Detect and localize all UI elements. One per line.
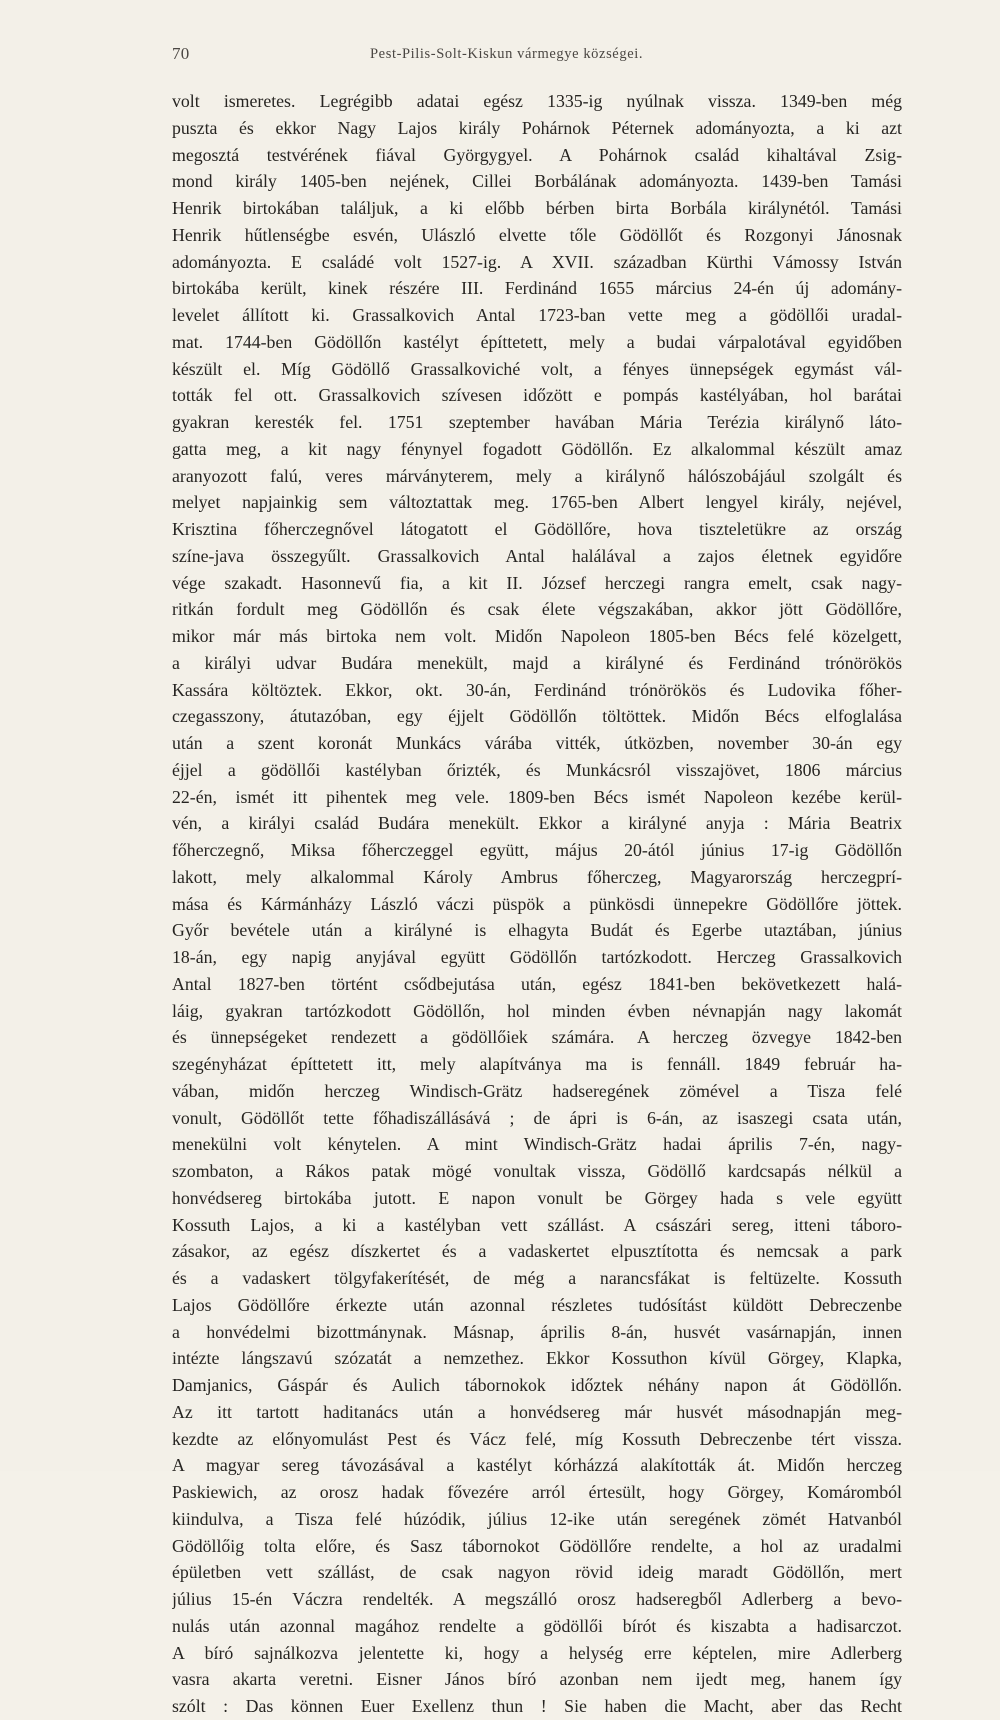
text-line: kiindulva, a Tisza felé húzódik, július 12-ike után seregének zömét Hatvanból (172, 1508, 902, 1529)
text-line: tották fel ott. Grassalkovich szívesen időzött e pompás kastélyában, hol barátai (172, 385, 902, 406)
text-line: levelet állított ki. Grassalkovich Antal 1723-ban vette meg a gödöllői uradal- (172, 305, 902, 325)
page-header (172, 44, 902, 68)
text-line: megosztá testvérének fiával Györgygyel. A Pohárnok család kihaltával Zsig- (172, 144, 902, 165)
text-line: mat. 1744-ben Gödöllőn kastélyt építtetett, mely a budai várpalotával egyidőben (172, 331, 902, 352)
text-line: puszta és ekkor Nagy Lajos király Pohárnok Péternek adományozta, a ki azt (172, 117, 902, 138)
text-line: 18-án, egy napig anyjával együtt Gödöllőn tartózkodott. Herczeg Grassalkovich (172, 947, 902, 967)
text-line: aranyozott falú, veres márványterem, mely a királynő hálószobájául szolgált és (172, 465, 902, 486)
text-line: vasra akarta veretni. Eisner János bíró azonban nem ijedt meg, hanem így (172, 1669, 902, 1690)
text-line: Henrik birtokában találjuk, a ki előbb bérben birta Borbála királynétól. Tamási (172, 198, 902, 218)
text-line: után a szent koronát Munkács várába vitték, útközben, november 30-án egy (172, 733, 902, 753)
text-line: Kassára költöztek. Ekkor, okt. 30-án, Ferdinánd trónörökös és Ludovika főher- (172, 679, 902, 700)
text-line: mikor már más birtoka nem volt. Midőn Napoleon 1805-ben Bécs felé közelgett, (172, 626, 902, 646)
text-line: Henrik hűtlenségbe esvén, Ulászló elvette tőle Gödöllőt és Rozgonyi Jánosnak (172, 224, 902, 245)
text-line: mond király 1405-ben nejének, Cillei Borbálának adományozta. 1439-ben Tamási (172, 171, 902, 192)
text-line: láig, gyakran tartózkodott Gödöllőn, hol minden évben névnapján nagy lakomát (172, 1000, 902, 1021)
text-line: nulás után azonnal magához rendelte a gödöllői bírót és kiszabta a hadisarczot. (172, 1615, 902, 1636)
text-line: gyakran keresték fel. 1751 szeptember havában Mária Terézia királynő láto- (172, 412, 902, 432)
text-line: menekülni volt kénytelen. A mint Windisch-Grätz hadai április 7-én, nagy- (172, 1134, 902, 1155)
text-line: épületben vett szállást, de csak nagyon rövid ideig maradt Gödöllőn, mert (172, 1562, 902, 1583)
text-line: birtokába került, kinek részére III. Ferdinánd 1655 március 24-én új adomány- (172, 278, 902, 299)
text-line: Paskiewich, az orosz hadak fővezére arról értesült, hogy Görgey, Komáromból (172, 1482, 902, 1502)
text-line: szólt : Das können Euer Exellenz thun ! Sie haben die Macht, aber das Recht (172, 1696, 902, 1716)
text-line: vén, a királyi család Budára menekült. Ekkor a királyné anyja : Mária Beatrix (172, 813, 902, 834)
text-line: czegasszony, átutazóban, egy éjjelt Gödöllőn töltöttek. Midőn Bécs elfoglalása (172, 706, 902, 727)
text-line: szombaton, a Rákos patak mögé vonultak vissza, Gödöllő kardcsapás nélkül a (172, 1161, 902, 1181)
text-line: vége szakadt. Hasonnevű fia, a kit II. József herczegi rangra emelt, csak nagy- (172, 572, 902, 593)
text-line: vában, midőn herczeg Windisch-Grätz hadseregének zömével a Tisza felé (172, 1080, 902, 1101)
text-line: adományozta. E családé volt 1527-ig. A XVII. században Kürthi Vámossy István (172, 251, 902, 272)
text-line: honvédsereg birtokába jutott. E napon vonult be Görgey hada s vele együtt (172, 1187, 902, 1208)
page-number: 70 (172, 44, 190, 63)
text-line: Kossuth Lajos, a ki a kastélyban vett szállást. A császári sereg, itteni táboro- (172, 1214, 902, 1235)
text-line: Gödöllőig tolta előre, és Sasz tábornokot Gödöllőre rendelte, a hol az uradalmi (172, 1535, 902, 1556)
text-line: A magyar sereg távozásával a kastélyt kórházzá alakították át. Midőn herczeg (172, 1455, 902, 1476)
text-line: 22-én, ismét itt pihentek meg vele. 1809-ben Bécs ismét Napoleon kezébe kerül- (172, 786, 902, 807)
text-line: szegényházat építtetett itt, mely alapítványa ma is fennáll. 1849 február ha- (172, 1054, 902, 1074)
text-line: főherczegnő, Miksa főherczeggel együtt, május 20-ától június 17-ig Gödöllőn (172, 840, 902, 860)
text-line: a honvédelmi bizottmánynak. Másnap, április 8-án, husvét vasárnapján, innen (172, 1321, 902, 1342)
text-line: mása és Kármánházy László váczi püspök a pünkösdi ünnepekre Gödöllőre jöttek. (172, 893, 902, 914)
text-line: zásakor, az egész díszkertet és a vadaskertet elpusztította és nemcsak a park (172, 1241, 902, 1262)
text-line: Antal 1827-ben történt csődbejutása után, egész 1841-ben bekövetkezett halá- (172, 973, 902, 994)
text-line: éjjel a gödöllői kastélyban őrizték, és Munkácsról visszajövet, 1806 március (172, 759, 902, 780)
body-text (172, 88, 902, 1720)
text-line: és ünnepségeket rendezett a gödöllőiek számára. A herczeg özvegye 1842-ben (172, 1027, 902, 1048)
text-line: Lajos Gödöllőre érkezte után azonnal részletes tudósítást küldött Debreczenbe (172, 1294, 902, 1315)
text-line: lakott, mely alkalommal Károly Ambrus főherczeg, Magyarország herczegprí- (172, 866, 902, 887)
text-line: volt ismeretes. Legrégibb adatai egész 1335-ig nyúlnak vissza. 1349-ben még (172, 91, 902, 111)
text-line: készült el. Míg Gödöllő Grassalkoviché volt, a fényes ünnepségek egymást vál- (172, 358, 902, 379)
text-line: intézte lángszavú szózatát a nemzethez. Ekkor Kossuthon kívül Görgey, Klapka, (172, 1348, 902, 1369)
text-line: a királyi udvar Budára menekült, majd a királyné és Ferdinánd trónörökös (172, 652, 902, 673)
text-line: Győr bevétele után a királyné is elhagyta Budát és Egerbe utaztában, június (172, 920, 902, 941)
text-line: Damjanics, Gáspár és Aulich tábornokok időztek néhány napon át Gödöllőn. (172, 1375, 902, 1395)
running-title: Pest-Pilis-Solt-Kiskun vármegye községei. (370, 46, 644, 62)
text-line: ritkán fordult meg Gödöllőn és csak élete végszakában, akkor jött Gödöllőre, (172, 599, 902, 620)
text-line: gatta meg, a kit nagy fénynyel fogadott Gödöllőn. Ez alkalommal készült amaz (172, 438, 902, 459)
text-line: A bíró sajnálkozva jelentette ki, hogy a helység erre képtelen, mire Adlerberg (172, 1642, 902, 1663)
text-line: Az itt tartott haditanács után a honvédsereg már husvét másodnapján meg- (172, 1401, 902, 1422)
text-line: július 15-én Váczra rendelték. A megszálló orosz hadseregből Adlerberg a bevo- (172, 1589, 902, 1609)
text-line: kezdte az előnyomulást Pest és Vácz felé, míg Kossuth Debreczenbe tért vissza. (172, 1428, 902, 1449)
text-line: melyet napjainkig sem változtattak meg. 1765-ben Albert lengyel király, nejével, (172, 492, 902, 513)
text-line: és a vadaskert tölgyfakerítését, de még a narancsfákat is feltüzelte. Kossuth (172, 1268, 902, 1288)
text-line: Krisztina főherczegnővel látogatott el Gödöllőre, hova tiszteletükre az ország (172, 519, 902, 539)
text-line: vonult, Gödöllőt tette főhadiszállásává ; de ápri is 6-án, az isaszegi csata után, (172, 1107, 902, 1128)
text-line: színe-java összegyűlt. Grassalkovich Antal halálával a zajos életnek egyidőre (172, 545, 902, 566)
